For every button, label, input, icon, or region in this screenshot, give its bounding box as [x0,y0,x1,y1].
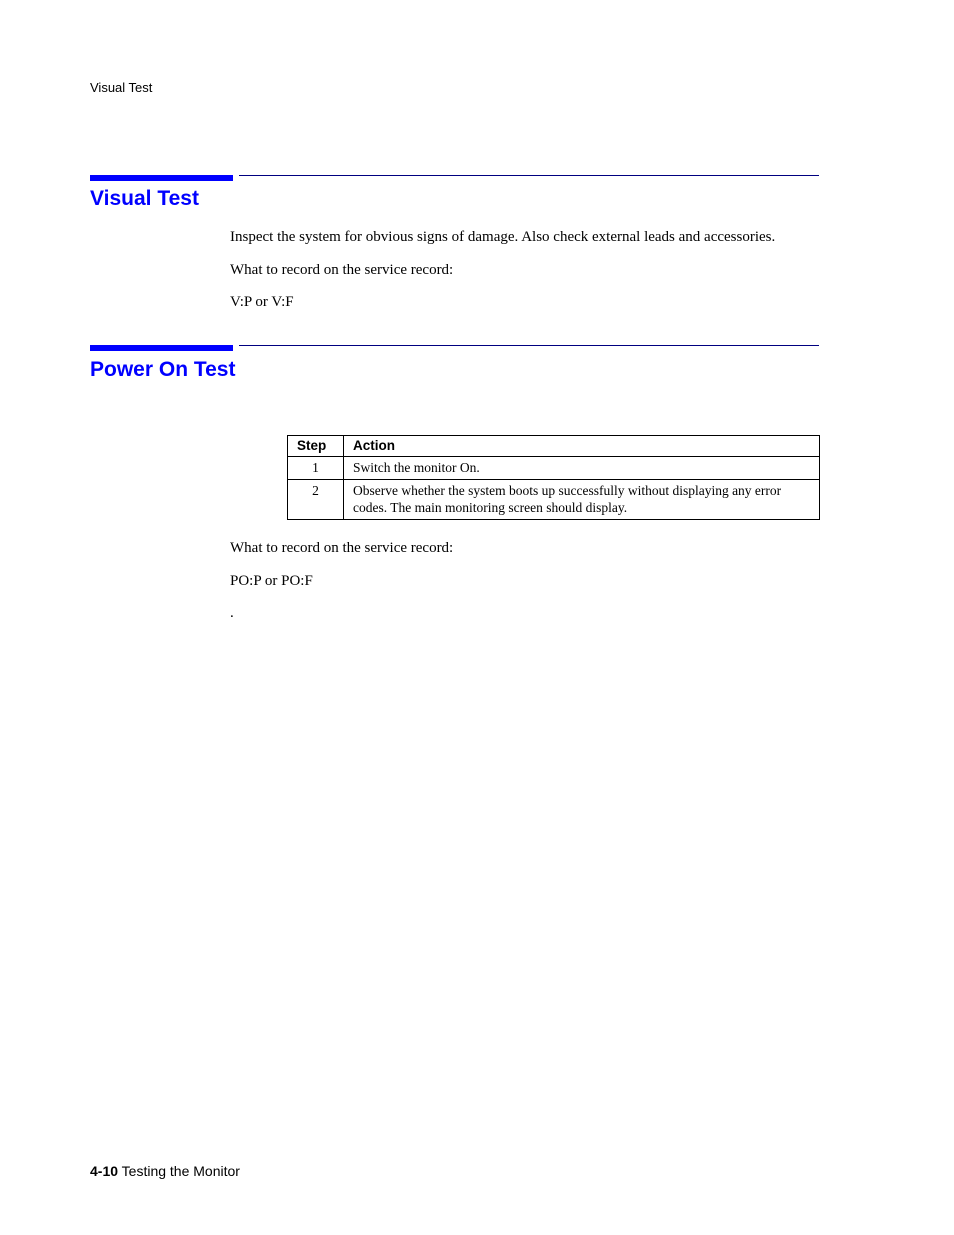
table-header-row [288,436,820,457]
page-number: 4-10 [90,1163,119,1179]
column-header-action: Action [344,436,820,457]
step-action: Observe whether the system boots up successfully without displaying any error codes. The main monitoring screen should display. [344,480,820,520]
column-header-step: Step [288,436,344,457]
running-header: Visual Test [90,80,153,95]
section-rule-thick [90,345,233,351]
step-number: 2 [288,480,344,520]
power-on-steps-table [287,435,820,520]
paragraph: What to record on the service record: [230,262,454,278]
chapter-title: Testing the Monitor [121,1163,240,1179]
step-action: Switch the monitor On. [344,457,820,480]
section-title-power-on-test: Power On Test [90,358,236,381]
section-rule-thin [239,345,819,346]
section-rule-thick [90,175,233,181]
section-title-visual-test: Visual Test [90,187,199,210]
stray-period: . [230,605,234,621]
step-number: 1 [288,457,344,480]
page-footer [90,1163,240,1179]
table-row [288,480,820,520]
record-code: V:P or V:F [230,294,294,310]
paragraph: Inspect the system for obvious signs of damage. Also check external leads and accessories. [230,229,776,245]
table-row [288,457,820,480]
record-code: PO:P or PO:F [230,573,313,589]
section-rule-thin [239,175,819,176]
paragraph: What to record on the service record: [230,540,454,556]
